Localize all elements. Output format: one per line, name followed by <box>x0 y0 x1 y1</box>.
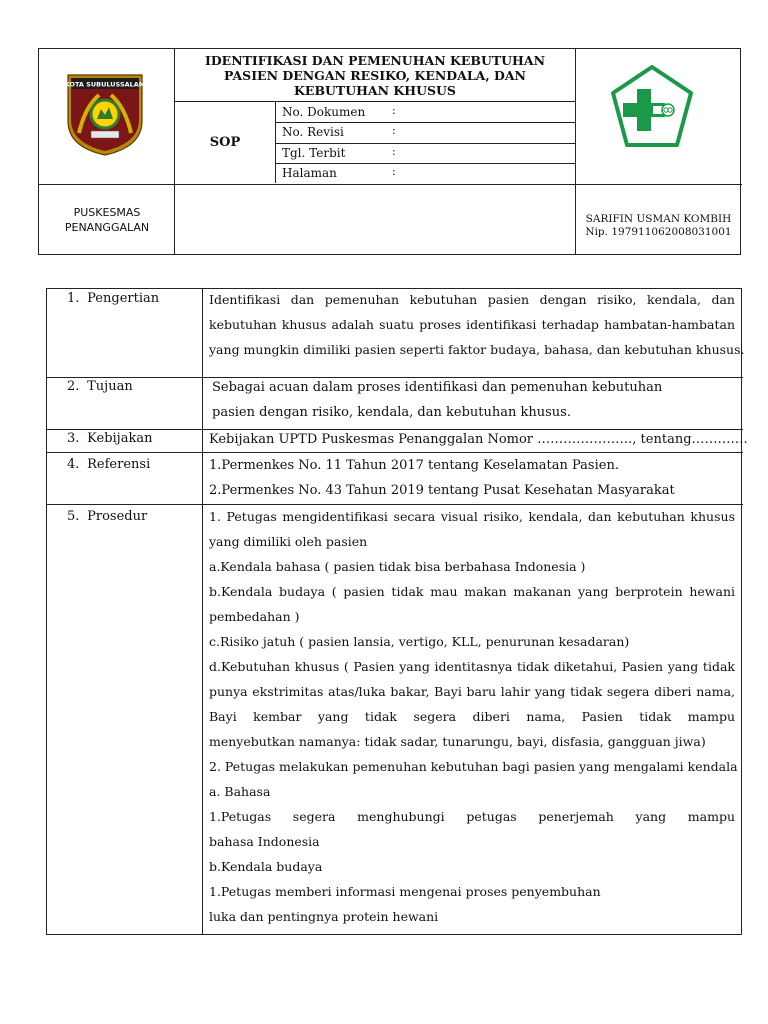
section-text-prosedur: 1. Petugas mengidentifikasi secara visual risiko, kendala, dan kebutuhan khusus yang dimiliki oleh pasien a.Kendala bahasa ( pasien tidak bisa berbahasa Indonesia ) b.Kendala budaya ( pasien tidak mau makan makanan yang berprotein hewani pembedahan ) c.Risiko jatuh ( pasien lansia, vertigo, KLL, penurunan kesadaran) d.Kebutuhan khusus ( Pasien yang identitasnya tidak diketahui, Pasien yang tidak punya ekstrimitas atas/luka bakar, Bayi baru lahir yang tidak segera diberi nama, Bayi kembar yang tidak segera diberi nama, Pasien tidak mampu menyebutkan namanya: tidak sadar, tunarungu, bayi, disfasia, gangguan jiwa) 2. Petugas melakukan pemenuhan kebutuhan bagi pasien yang mengalami kendala a. Bahasa 1.Petugas segera menghubungi petugas penerjemah yang mampu bahasa Indonesia b.Kendala budaya 1.Petugas memberi informasi mengenai proses penyembuhan luka dan pentingnya protein hewani <box>209 509 738 924</box>
section-text-kebijakan: Kebijakan UPTD Puskesmas Penanggalan Nomor …………………., tentang…………. <box>209 432 748 447</box>
section-text-tujuan: Sebagai acuan dalam proses identifikasi dan pemenuhan kebutuhan pasien dengan risiko, kendala, dan kebutuhan khusus. <box>212 380 663 420</box>
puskesmas-logo <box>611 65 693 149</box>
sop-header <box>38 48 741 255</box>
meta-colon: : <box>392 145 396 158</box>
section-text-referensi: 1.Permenkes No. 11 Tahun 2017 tentang Keselamatan Pasien. 2.Permenkes No. 43 Tahun 2019 tentang Pusat Kesehatan Masyarakat <box>209 458 675 498</box>
section-label-referensi: 4. Referensi <box>67 457 151 472</box>
sop-label: SOP <box>209 135 241 150</box>
section-label-tujuan: 2. Tujuan <box>67 379 133 394</box>
section-label-prosedur: 5. Prosedur <box>67 509 148 524</box>
meta-colon: : <box>392 104 396 117</box>
meta-colon: : <box>392 124 396 137</box>
logo-text: KOTA SUBULUSSALAM <box>65 80 145 89</box>
sop-content-table <box>46 288 748 935</box>
section-label-kebijakan: 3. Kebijakan <box>67 431 153 446</box>
meta-halaman: Halaman <box>282 166 337 180</box>
signer-name: SARIFIN USMAN KOMBIH <box>585 213 732 225</box>
section-text-pengertian: Identifikasi dan pemenuhan kebutuhan pasien dengan risiko, kendala, dan kebutuhan khusus adalah suatu proses identifikasi terhadap hambatan-hambatan yang mungkin dimiliki pasien seperti faktor budaya, bahasa, dan kebutuhan khusus. <box>209 292 745 357</box>
section-label-pengertian: 1. Pengertian <box>67 291 160 306</box>
meta-no-revisi: No. Revisi <box>282 125 344 139</box>
meta-colon: : <box>392 165 396 178</box>
signature-block <box>575 213 742 239</box>
meta-tgl-terbit: Tgl. Terbit <box>282 146 346 160</box>
document-title: IDENTIFIKASI DAN PEMENUHAN KEBUTUHAN PASIEN DENGAN RESIKO, KENDALA, DAN KEBUTUHAN KHUSUS <box>204 53 545 98</box>
meta-no-dokumen: No. Dokumen <box>282 105 366 119</box>
signer-nip: Nip. 197911062008031001 <box>585 226 732 238</box>
puskesmas-name: PUSKESMAS PENANGGALAN <box>64 206 150 234</box>
kota-subulussalam-logo <box>65 67 145 157</box>
